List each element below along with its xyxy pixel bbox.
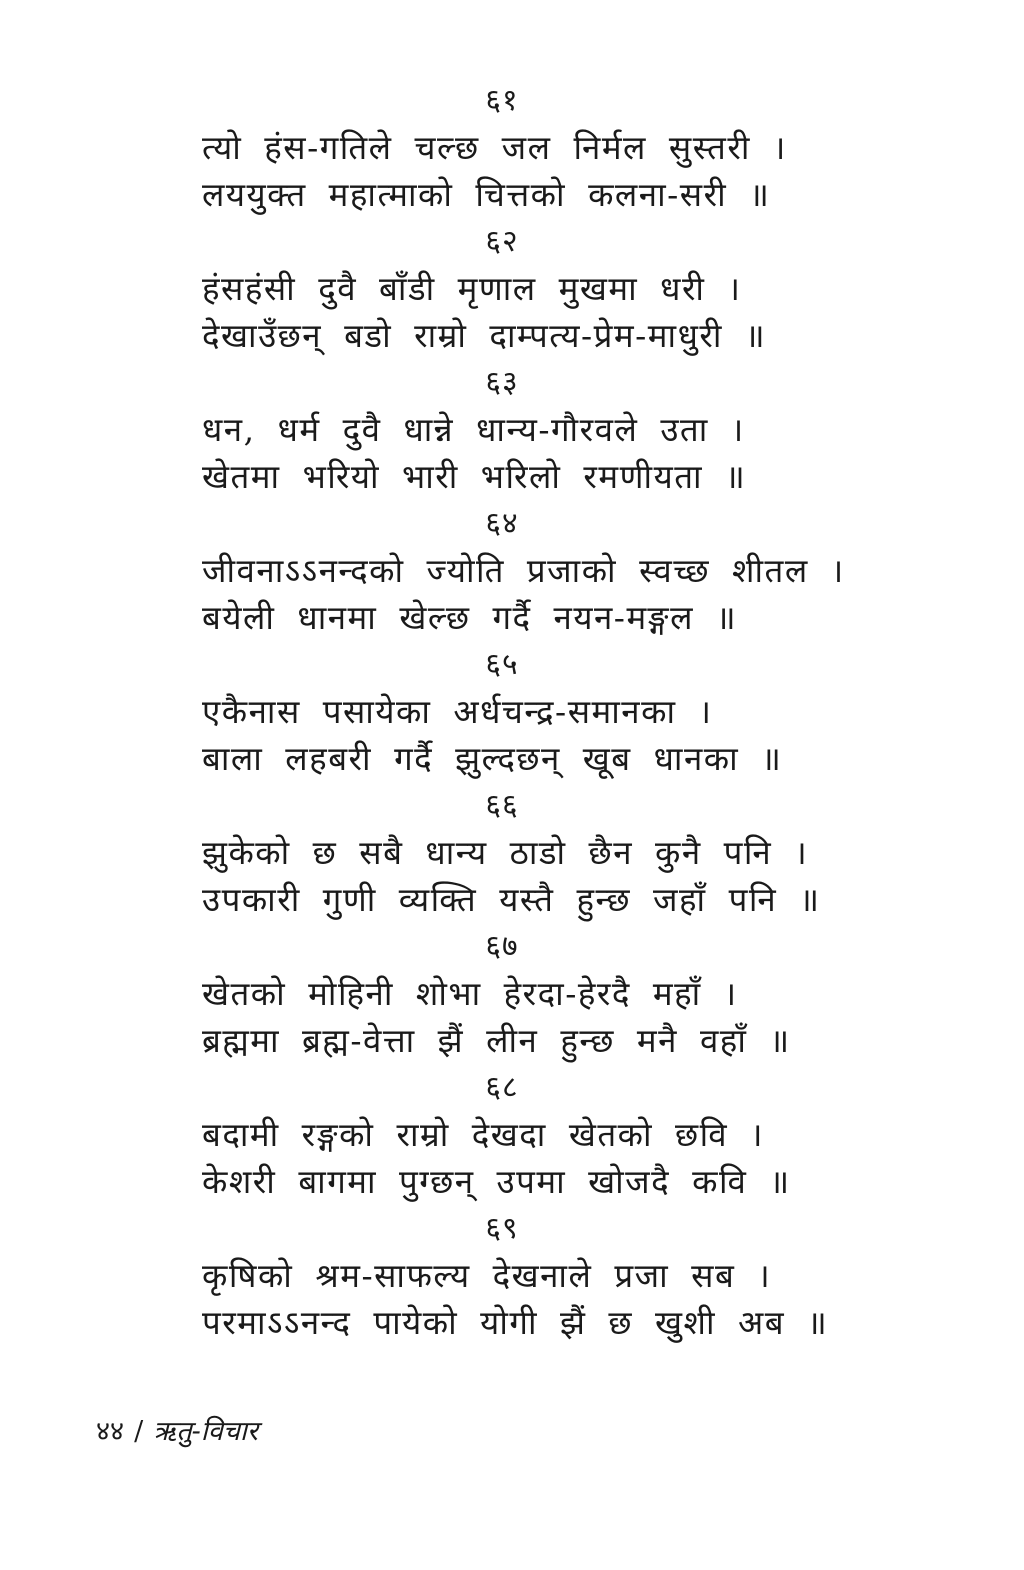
verse-line: बयेली धानमा खेल्छ गर्दै नयन-मङ्गल ॥ <box>202 598 738 637</box>
stanza <box>202 219 812 360</box>
stanza <box>202 1206 829 1347</box>
stanza <box>202 1065 812 1206</box>
stanza-number: ६३ <box>485 365 519 400</box>
verse-line: त्यो हंस-गतिले चल्छ जल निर्मल सुस्तरी । <box>202 128 787 167</box>
verse-block <box>202 78 845 1347</box>
verse-line: परमाऽऽनन्द पायेको योगी झैं छ खुशी अब ॥ <box>202 1303 829 1342</box>
verse-line: ब्रह्ममा ब्रह्म-वेत्ता झैं लीन हुन्छ मनै वहाँ ॥ <box>202 1021 791 1060</box>
page-number: ४४ <box>96 1416 125 1447</box>
verse-line: हंसहंसी दुवै बाँडी मृणाल मुखमा धरी । <box>202 269 742 308</box>
stanza <box>202 924 812 1065</box>
stanza <box>202 360 812 501</box>
stanza-number: ६१ <box>485 83 519 118</box>
stanza-number: ६५ <box>485 647 519 682</box>
stanza <box>202 78 812 219</box>
verse-line: लययुक्त महात्माको चित्तको कलना-सरी ॥ <box>202 175 771 214</box>
footer-separator: / <box>134 1416 144 1447</box>
stanza-number: ६६ <box>485 788 519 823</box>
book-title: ऋतु-विचार <box>153 1416 258 1447</box>
stanza-number: ६४ <box>485 506 519 541</box>
verse-line: देखाउँछन् बडो राम्रो दाम्पत्य-प्रेम-माधुरी ॥ <box>202 316 767 355</box>
verse-line: कृषिको श्रम-साफल्य देखनाले प्रजा सब । <box>202 1256 772 1295</box>
stanza <box>202 642 812 783</box>
verse-line: बाला लहबरी गर्दै झुल्दछन् खूब धानका ॥ <box>202 739 783 778</box>
verse-line: उपकारी गुणी व्यक्ति यस्तै हुन्छ जहाँ पनि ॥ <box>202 880 821 919</box>
stanza-number: ६८ <box>485 1070 519 1105</box>
page-footer <box>96 1412 258 1452</box>
verse-line: एकैनास पसायेका अर्धचन्द्र-समानका । <box>202 692 713 731</box>
verse-line: बदामी रङ्गको राम्रो देखदा खेतको छवि । <box>202 1115 765 1154</box>
stanza <box>202 783 821 924</box>
verse-line: झुकेको छ सबै धान्य ठाडो छैन कुनै पनि । <box>202 833 809 872</box>
stanza <box>202 501 845 642</box>
stanza-number: ६९ <box>485 1211 519 1246</box>
verse-line: केशरी बागमा पुग्छन् उपमा खोजदै कवि ॥ <box>202 1162 791 1201</box>
verse-line: धन, धर्म दुवै धान्ने धान्य-गौरवले उता । <box>202 410 745 449</box>
verse-line: खेतको मोहिनी शोभा हेरदा-हेरदै महाँ । <box>202 974 738 1013</box>
verse-line: खेतमा भरियो भारी भरिलो रमणीयता ॥ <box>202 457 747 496</box>
stanza-number: ६२ <box>485 224 519 259</box>
stanza-number: ६७ <box>485 929 519 964</box>
verse-line: जीवनाऽऽनन्दको ज्योति प्रजाको स्वच्छ शीतल । <box>202 551 845 590</box>
